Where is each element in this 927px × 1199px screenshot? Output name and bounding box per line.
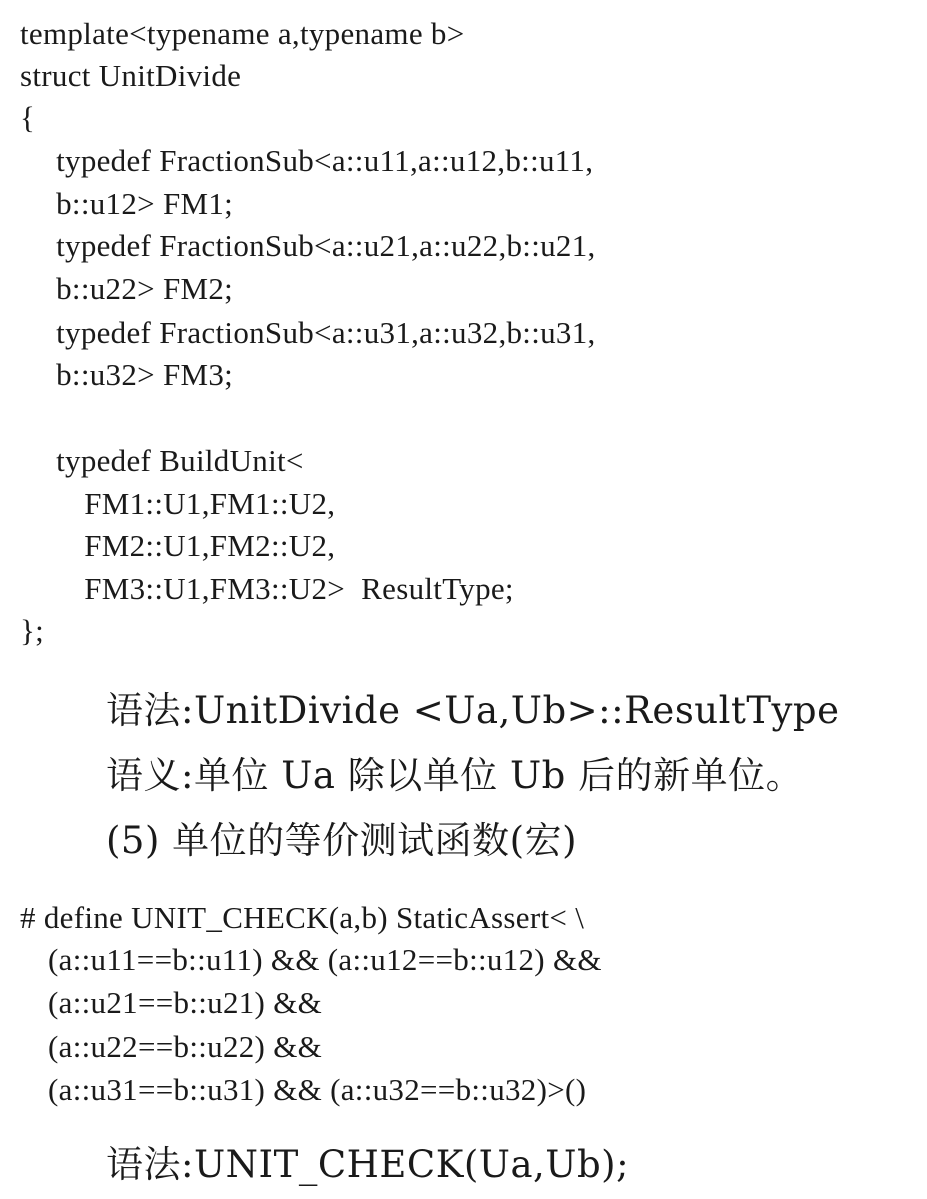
semantics-line: 语义:单位 Ua 除以单位 Ub 后的新单位。	[106, 754, 804, 797]
code-line: FM1::U1,FM1::U2,	[52, 486, 336, 521]
code-line: };	[20, 613, 45, 648]
code-line: FM2::U1,FM2::U2,	[52, 528, 336, 563]
code-line: {	[20, 100, 36, 135]
code-line: (a::u22==b::u22) &&	[40, 1029, 323, 1064]
code-line: typedef BuildUnit<	[40, 443, 304, 478]
syntax-line: 语法:UnitDivide <Ua,Ub>::ResultType	[106, 689, 840, 732]
code-line: b::u32> FM3;	[40, 357, 234, 392]
code-line: (a::u11==b::u11) && (a::u12==b::u12) &&	[40, 942, 602, 977]
code-line: struct UnitDivide	[20, 58, 242, 93]
code-line: typedef FractionSub<a::u21,a::u22,b::u21,	[40, 228, 596, 263]
code-line: (a::u31==b::u31) && (a::u32==b::u32)>()	[40, 1072, 587, 1107]
code-line: (a::u21==b::u21) &&	[40, 985, 323, 1020]
code-line: typedef FractionSub<a::u31,a::u32,b::u31,	[40, 315, 596, 350]
code-line: template<typename a,typename b>	[20, 16, 465, 51]
section-heading: (5) 单位的等价测试函数(宏)	[106, 819, 578, 862]
code-line: typedef FractionSub<a::u11,a::u12,b::u11,	[40, 143, 594, 178]
code-line: b::u12> FM1;	[40, 186, 234, 221]
code-line: FM3::U1,FM3::U2> ResultType;	[52, 571, 514, 606]
code-line: b::u22> FM2;	[40, 271, 234, 306]
code-line: # define UNIT_CHECK(a,b) StaticAssert< \	[20, 900, 585, 935]
syntax-line: 语法:UNIT_CHECK(Ua,Ub);	[106, 1143, 630, 1186]
